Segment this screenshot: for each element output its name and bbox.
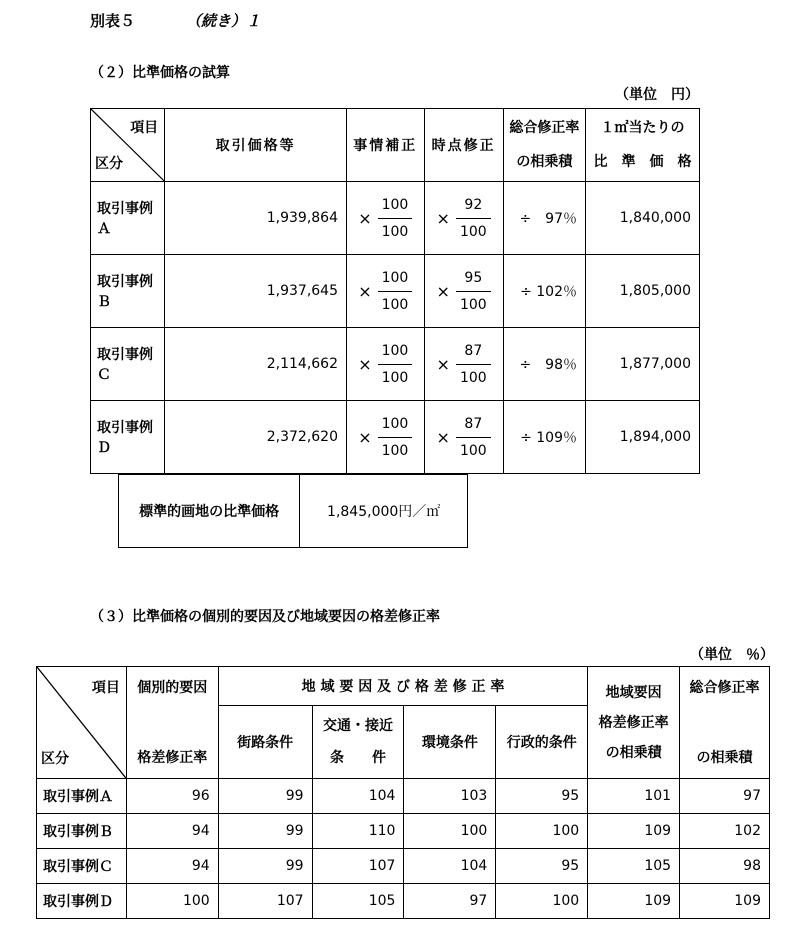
numerator: 100 bbox=[378, 270, 413, 292]
multiply-sign: × bbox=[358, 354, 372, 374]
cell: 107 bbox=[312, 849, 404, 884]
item-division-header bbox=[91, 109, 165, 182]
multiply-sign: × bbox=[436, 208, 450, 228]
standard-price-table bbox=[118, 474, 468, 548]
item-label: 項目 bbox=[130, 120, 159, 136]
denominator: 100 bbox=[459, 442, 487, 459]
comparison-price-table bbox=[90, 108, 700, 474]
numerator: 87 bbox=[456, 416, 491, 438]
time-correction bbox=[424, 328, 503, 401]
traffic-line1: 交通・接近 bbox=[323, 718, 394, 734]
street-header: 街路条件 bbox=[218, 706, 312, 779]
individual-factor-line1: 個別的要因 bbox=[137, 680, 208, 696]
price-header: 取引価格等 bbox=[165, 109, 347, 182]
table-row bbox=[91, 401, 700, 474]
cell: 104 bbox=[312, 779, 404, 814]
fraction bbox=[456, 270, 491, 313]
traffic-line2: 条 件 bbox=[330, 750, 387, 766]
total-rate-header bbox=[680, 667, 770, 779]
cell: 99 bbox=[218, 849, 312, 884]
numerator: 95 bbox=[456, 270, 491, 292]
standard-price-label: 標準的画地の比準価格 bbox=[119, 475, 300, 548]
cell: 100 bbox=[126, 884, 218, 919]
item-label: 項目 bbox=[91, 680, 120, 696]
cell: 104 bbox=[404, 849, 496, 884]
denominator: 100 bbox=[459, 369, 487, 386]
table-header-row bbox=[91, 109, 700, 182]
time-correction bbox=[424, 401, 503, 474]
cell: 102 bbox=[680, 814, 770, 849]
circumstance-correction bbox=[347, 182, 425, 255]
multiply-sign: × bbox=[436, 281, 450, 301]
table-row bbox=[37, 849, 770, 884]
time-header: 時点修正 bbox=[424, 109, 503, 182]
total-rate-header bbox=[503, 109, 585, 182]
cell: 96 bbox=[126, 779, 218, 814]
cell: 95 bbox=[496, 779, 588, 814]
time-correction bbox=[424, 182, 503, 255]
cell: 97 bbox=[680, 779, 770, 814]
cell: 109 bbox=[588, 814, 680, 849]
fraction bbox=[378, 197, 413, 240]
denominator: 100 bbox=[459, 223, 487, 240]
comparison-price: 1,840,000 bbox=[585, 182, 699, 255]
multiply-sign: × bbox=[436, 427, 450, 447]
table-row bbox=[37, 779, 770, 814]
fraction bbox=[378, 270, 413, 313]
case-name: 取引事例Ｃ bbox=[37, 849, 127, 884]
total-rate: ÷ 109％ bbox=[503, 401, 585, 474]
multiply-sign: × bbox=[436, 354, 450, 374]
cell: 99 bbox=[218, 779, 312, 814]
cell: 99 bbox=[218, 814, 312, 849]
transaction-price: 2,114,662 bbox=[165, 328, 347, 401]
circumstance-correction bbox=[347, 328, 425, 401]
cell: 109 bbox=[588, 884, 680, 919]
table-row bbox=[37, 884, 770, 919]
environment-header: 環境条件 bbox=[404, 706, 496, 779]
per-m2-header-line1: １㎡当たりの bbox=[600, 120, 685, 136]
regional-factor-header: 地 域 要 因 及 び 格 差 修 正 率 bbox=[218, 667, 588, 706]
section3-unit: （単位 ％） bbox=[690, 647, 774, 663]
table-row bbox=[91, 182, 700, 255]
total-rate: ÷ 102％ bbox=[503, 255, 585, 328]
denominator: 100 bbox=[381, 369, 409, 386]
correction-rate-table bbox=[36, 666, 770, 919]
cell: 94 bbox=[126, 849, 218, 884]
case-name: 取引事例Ｄ bbox=[37, 884, 127, 919]
numerator: 87 bbox=[456, 343, 491, 365]
denominator: 100 bbox=[381, 442, 409, 459]
cell: 100 bbox=[404, 814, 496, 849]
standard-price-value: 1,845,000円／㎡ bbox=[300, 475, 468, 548]
case-name: 取引事例Ｃ bbox=[91, 328, 165, 401]
case-name: 取引事例Ａ bbox=[91, 182, 165, 255]
fraction bbox=[456, 416, 491, 459]
cell: 101 bbox=[588, 779, 680, 814]
regional-product-header bbox=[588, 667, 680, 779]
total-rate-line1: 総合修正率 bbox=[689, 680, 760, 696]
numerator: 100 bbox=[378, 197, 413, 219]
section2-unit: （単位 円） bbox=[615, 87, 699, 103]
numerator: 92 bbox=[456, 197, 491, 219]
cell: 110 bbox=[312, 814, 404, 849]
total-rate: ÷ 97％ bbox=[503, 182, 585, 255]
denominator: 100 bbox=[381, 296, 409, 313]
per-m2-header bbox=[585, 109, 699, 182]
circumstance-correction bbox=[347, 401, 425, 474]
cell: 95 bbox=[496, 849, 588, 884]
item-division-header bbox=[37, 667, 127, 779]
case-name: 取引事例Ｂ bbox=[37, 814, 127, 849]
circumstance-correction bbox=[347, 255, 425, 328]
table-row bbox=[91, 328, 700, 401]
regional-product-line3: の相乗積 bbox=[605, 744, 662, 761]
table-row bbox=[37, 814, 770, 849]
division-label: 区分 bbox=[41, 751, 69, 767]
standard-price-row bbox=[119, 475, 468, 548]
comparison-price: 1,805,000 bbox=[585, 255, 699, 328]
total-rate-line2: の相乗積 bbox=[696, 750, 753, 766]
individual-factor-header bbox=[126, 667, 218, 779]
fraction bbox=[456, 343, 491, 386]
table-header-row bbox=[37, 667, 770, 706]
total-rate-header-line1: 総合修正率 bbox=[509, 120, 580, 136]
multiply-sign: × bbox=[358, 208, 372, 228]
total-rate: ÷ 98％ bbox=[503, 328, 585, 401]
case-name: 取引事例Ａ bbox=[37, 779, 127, 814]
cell: 100 bbox=[496, 884, 588, 919]
table-row bbox=[91, 255, 700, 328]
denominator: 100 bbox=[459, 296, 487, 313]
regional-product-line1: 地域要因 bbox=[605, 684, 662, 701]
numerator: 100 bbox=[378, 343, 413, 365]
cell: 98 bbox=[680, 849, 770, 884]
cell: 105 bbox=[312, 884, 404, 919]
transaction-price: 2,372,620 bbox=[165, 401, 347, 474]
section3-title: （３）比準価格の個別的要因及び地域要因の格差修正率 bbox=[90, 609, 440, 625]
fraction bbox=[378, 416, 413, 459]
comparison-price: 1,894,000 bbox=[585, 401, 699, 474]
case-name: 取引事例Ｄ bbox=[91, 401, 165, 474]
cell: 107 bbox=[218, 884, 312, 919]
individual-factor-line2: 格差修正率 bbox=[137, 750, 208, 766]
section2-title: （２）比準価格の試算 bbox=[90, 65, 230, 81]
denominator: 100 bbox=[381, 223, 409, 240]
transaction-price: 1,939,864 bbox=[165, 182, 347, 255]
cell: 103 bbox=[404, 779, 496, 814]
cell: 100 bbox=[496, 814, 588, 849]
numerator: 100 bbox=[378, 416, 413, 438]
continuation-label: （続き）１ bbox=[186, 12, 262, 30]
multiply-sign: × bbox=[358, 427, 372, 447]
cell: 97 bbox=[404, 884, 496, 919]
fraction bbox=[456, 197, 491, 240]
appendix-title: 別表５ bbox=[90, 12, 136, 30]
time-correction bbox=[424, 255, 503, 328]
admin-header: 行政的条件 bbox=[496, 706, 588, 779]
cell: 105 bbox=[588, 849, 680, 884]
regional-product-line2: 格差修正率 bbox=[598, 714, 669, 731]
division-label: 区分 bbox=[95, 156, 123, 172]
comparison-price: 1,877,000 bbox=[585, 328, 699, 401]
fraction bbox=[378, 343, 413, 386]
case-name: 取引事例Ｂ bbox=[91, 255, 165, 328]
per-m2-header-line2: 比 準 価 格 bbox=[593, 154, 692, 170]
cell: 109 bbox=[680, 884, 770, 919]
multiply-sign: × bbox=[358, 281, 372, 301]
circumstance-header: 事情補正 bbox=[347, 109, 425, 182]
total-rate-header-line2: の相乗積 bbox=[516, 154, 573, 170]
traffic-header bbox=[312, 706, 404, 779]
transaction-price: 1,937,645 bbox=[165, 255, 347, 328]
cell: 94 bbox=[126, 814, 218, 849]
